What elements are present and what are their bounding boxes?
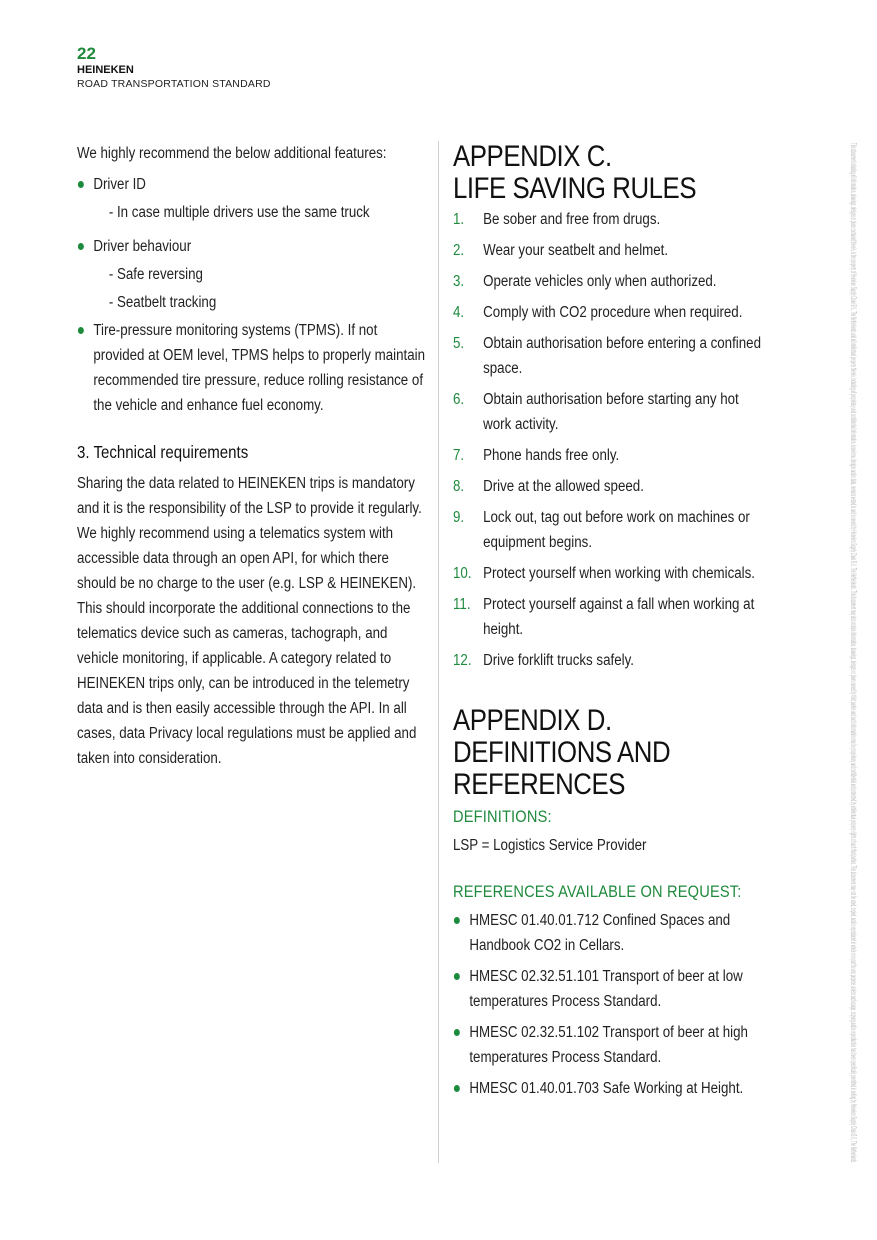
rule-number: 8. bbox=[453, 478, 465, 495]
feature-subitem: - In case multiple drivers use the same truck bbox=[108, 204, 370, 221]
rule-text: Comply with CO2 procedure when required. bbox=[483, 304, 743, 321]
confidentiality-disclaimer bbox=[845, 143, 859, 1163]
rule-text: Drive at the allowed speed. bbox=[483, 478, 644, 495]
bullet-icon bbox=[454, 1029, 460, 1036]
reference-text: HMESC 01.40.01.712 Confined Spaces and Handbook CO2 in Cellars. bbox=[469, 912, 731, 954]
rule-text: Protect yourself when working with chemicals. bbox=[483, 565, 755, 582]
right-column bbox=[453, 141, 763, 1107]
rule-text: Lock out, tag out before work on machines or equipment begins. bbox=[483, 509, 750, 551]
appendix-d-title-line2: DEFINITIONS AND REFERENCES bbox=[453, 736, 671, 801]
document-title: ROAD TRANSPORTATION STANDARD bbox=[77, 78, 271, 90]
feature-label: Driver ID bbox=[93, 176, 146, 193]
rule-number: 5. bbox=[453, 335, 465, 352]
bullet-icon bbox=[454, 917, 460, 924]
rule-number: 12. bbox=[453, 652, 472, 669]
feature-item bbox=[77, 318, 430, 418]
rule-item bbox=[453, 300, 763, 325]
rule-item bbox=[453, 387, 763, 437]
rule-text: Protect yourself against a fall when working at height. bbox=[483, 596, 755, 638]
rule-item bbox=[453, 207, 763, 232]
life-saving-rules-list bbox=[453, 207, 763, 673]
bullet-icon bbox=[78, 327, 84, 334]
rule-item bbox=[453, 238, 763, 263]
appendix-c-title-line2: LIFE SAVING RULES bbox=[453, 172, 697, 205]
reference-text: HMESC 02.32.51.101 Transport of beer at low temperatures Process Standard. bbox=[469, 968, 743, 1010]
appendix-c-title bbox=[453, 141, 763, 205]
bullet-icon bbox=[454, 1085, 460, 1092]
rule-number: 7. bbox=[453, 447, 465, 464]
rule-number: 3. bbox=[453, 273, 465, 290]
reference-item bbox=[453, 1076, 763, 1101]
rule-text: Operate vehicles only when authorized. bbox=[483, 273, 717, 290]
left-column bbox=[77, 141, 430, 771]
rule-item bbox=[453, 648, 763, 673]
reference-item bbox=[453, 1020, 763, 1070]
rule-item bbox=[453, 269, 763, 294]
appendix-d-title bbox=[453, 705, 763, 801]
column-divider bbox=[438, 141, 439, 1163]
rule-number: 11. bbox=[453, 596, 471, 613]
rule-text: Be sober and free from drugs. bbox=[483, 211, 661, 228]
rule-item bbox=[453, 592, 763, 642]
feature-sublist bbox=[93, 200, 429, 225]
references-list bbox=[453, 908, 763, 1101]
bullet-icon bbox=[78, 243, 84, 250]
bullet-icon bbox=[454, 973, 460, 980]
rule-number: 4. bbox=[453, 304, 465, 321]
rule-number: 6. bbox=[453, 391, 465, 408]
appendix-c-title-line1: APPENDIX C. bbox=[453, 140, 612, 173]
feature-item bbox=[77, 172, 430, 225]
rule-number: 9. bbox=[453, 509, 465, 526]
rule-text: Obtain authorisation before entering a confined space. bbox=[483, 335, 762, 377]
rule-number: 1. bbox=[453, 211, 465, 228]
feature-sublist bbox=[93, 262, 429, 315]
reference-text: HMESC 02.32.51.102 Transport of beer at high temperatures Process Standard. bbox=[469, 1024, 748, 1066]
feature-subitem: - Safe reversing bbox=[108, 266, 203, 283]
appendix-d-title-line1: APPENDIX D. bbox=[453, 704, 612, 737]
references-heading: REFERENCES AVAILABLE ON REQUEST: bbox=[453, 882, 742, 901]
feature-label: Tire-pressure monitoring systems (TPMS). If not provided at OEM level, TPMS helps to properly maintain recommended tire pressure, reduce rolling resistance of the vehicle and enhance fuel economy. bbox=[93, 322, 426, 414]
features-intro: We highly recommend the below additional features: bbox=[77, 145, 387, 162]
definition-text: LSP = Logistics Service Provider bbox=[453, 837, 647, 854]
section-heading: 3. Technical requirements bbox=[77, 442, 249, 462]
brand-name: HEINEKEN bbox=[77, 64, 134, 76]
rule-text: Obtain authorisation before starting any hot work activity. bbox=[483, 391, 739, 433]
definitions-heading: DEFINITIONS: bbox=[453, 807, 552, 826]
rule-text: Wear your seatbelt and helmet. bbox=[483, 242, 669, 259]
reference-text: HMESC 01.40.01.703 Safe Working at Height. bbox=[469, 1080, 744, 1097]
disclaimer-text: This document including all information, drawings, designs or plans contained therein, is the property of Heineken Supply Chain B.V., The Netherlands and all intellectual property therein, including all proprietary and confidential information, know-how, designs and/or data, remains vested in and is owned by Heineken Supply Chain B.V., The Netherlands. This document may also contain information, drawings, designs or plans owned by third parties and such information may be proprietary and confidential and protected by intellectual property rights of such third parties. This document may not be used, copied, and/or reproduced in whole or in part for any purpose, unless such usage, copying and/or reproduction has been specifically permitted in writing by Heineken Supply Chain B.V., The Netherlands. bbox=[849, 143, 858, 1163]
reference-item bbox=[453, 964, 763, 1014]
feature-subitem: - Seatbelt tracking bbox=[108, 294, 217, 311]
rule-text: Drive forklift trucks safely. bbox=[483, 652, 634, 669]
bullet-icon bbox=[78, 181, 84, 188]
rule-number: 2. bbox=[453, 242, 465, 259]
rule-item bbox=[453, 443, 763, 468]
feature-label: Driver behaviour bbox=[93, 238, 192, 255]
reference-item bbox=[453, 908, 763, 958]
feature-item bbox=[77, 234, 430, 315]
rule-item bbox=[453, 561, 763, 586]
section-body: Sharing the data related to HEINEKEN trips is mandatory and it is the responsibility of the LSP to provide it regularly. We highly recommend using a telematics system with accessible data through an open API, for which there should be no charge to the user (e.g. LSP & HEINEKEN). This should incorporate the additional connections to the telematics device such as cameras, tachograph, and vehicle monitoring, if applicable. A category related to HEINEKEN trips only, can be introduced in the telemetry data and is then easily accessible through the API. In all cases, data Privacy local regulations must be applied and taken into consideration. bbox=[77, 475, 422, 767]
rule-item bbox=[453, 474, 763, 499]
rule-number: 10. bbox=[453, 565, 472, 582]
page-number: 22 bbox=[77, 44, 96, 63]
rule-item bbox=[453, 331, 763, 381]
rule-item bbox=[453, 505, 763, 555]
page-header bbox=[77, 44, 271, 91]
rule-text: Phone hands free only. bbox=[483, 447, 620, 464]
